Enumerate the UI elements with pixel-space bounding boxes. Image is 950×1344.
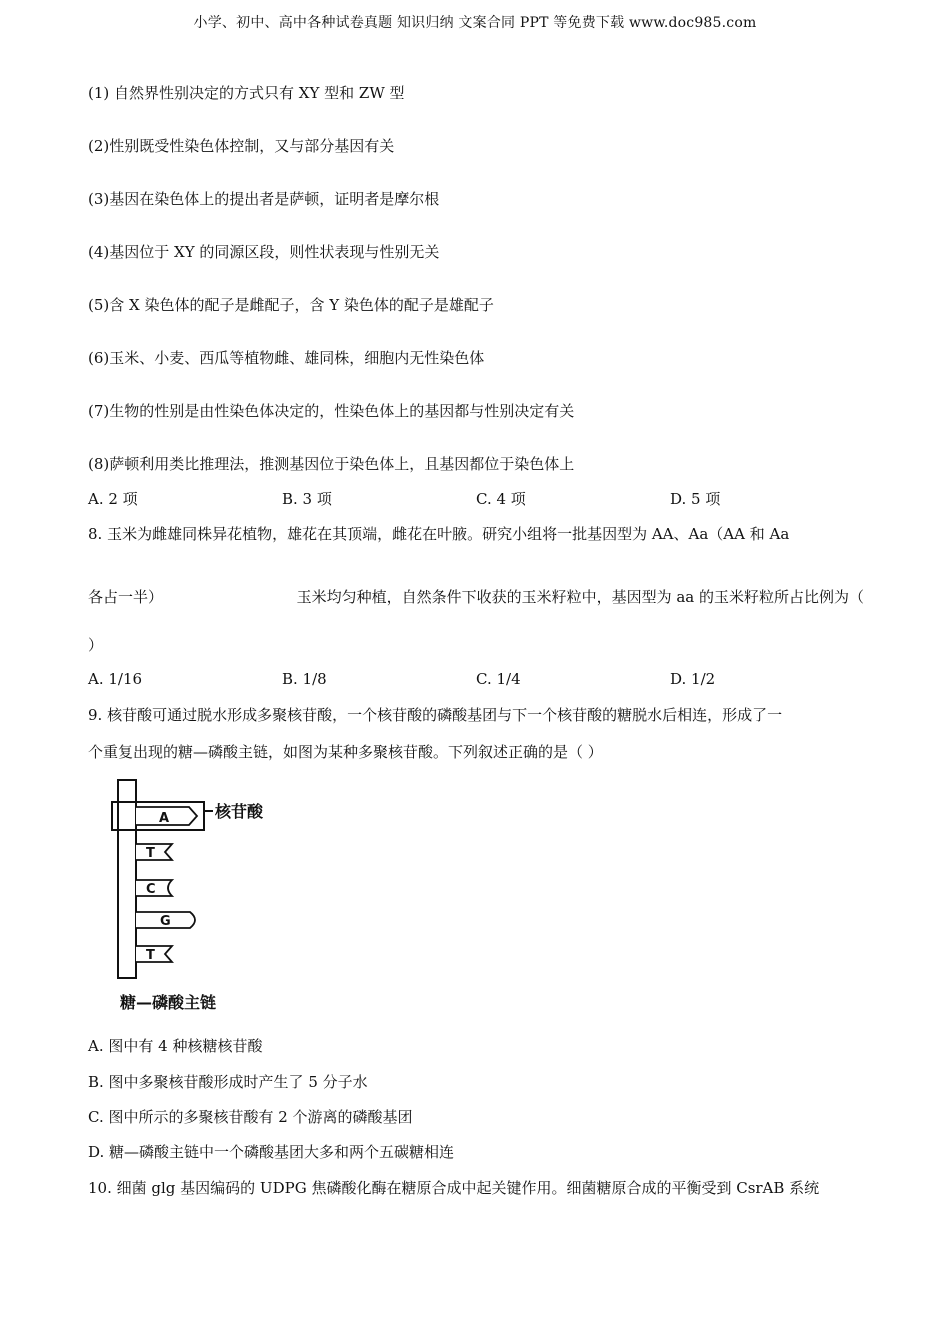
q10-stem-line1: 10. 细菌 glg 基因编码的 UDPG 焦磷酸化酶在糖原合成中起关键作用。细菌糖原合成的平衡受到 CsrAB 系统 bbox=[88, 1179, 820, 1197]
polynucleotide-diagram bbox=[100, 776, 300, 1016]
q8-option-b: B. 1/8 bbox=[282, 670, 327, 688]
q9-option-c: C. 图中所示的多聚核苷酸有 2 个游离的磷酸基团 bbox=[88, 1108, 413, 1126]
base-label-a: A bbox=[159, 811, 170, 826]
statement-8: (8)萨顿利用类比推理法，推测基因位于染色体上，且基因都位于染色体上 bbox=[88, 455, 575, 473]
base-label-t2: T bbox=[146, 948, 155, 963]
q8-option-d: D. 1/2 bbox=[670, 670, 716, 688]
statement-5: (5)含 X 染色体的配子是雌配子，含 Y 染色体的配子是雄配子 bbox=[88, 296, 494, 314]
q9-option-b: B. 图中多聚核苷酸形成时产生了 5 分子水 bbox=[88, 1073, 368, 1091]
site-header: 小学、初中、高中各种试卷真题 知识归纳 文案合同 PPT 等免费下载 www.doc985.com bbox=[193, 15, 757, 31]
q9-stem-line1: 9. 核苷酸可通过脱水形成多聚核苷酸，一个核苷酸的磷酸基团与下一个核苷酸的糖脱水后相连，形成了一 bbox=[88, 706, 783, 724]
statement-4: (4)基因位于 XY 的同源区段，则性状表现与性别无关 bbox=[88, 243, 440, 261]
q9-stem-line2: 个重复出现的糖—磷酸主链，如图为某种多聚核苷酸。下列叙述正确的是（ ） bbox=[88, 743, 603, 761]
q8-option-c: C. 1/4 bbox=[476, 670, 521, 688]
statement-6: (6)玉米、小麦、西瓜等植物雌、雄同株，细胞内无性染色体 bbox=[88, 349, 485, 367]
statement-1: (1) 自然界性别决定的方式只有 XY 型和 ZW 型 bbox=[88, 84, 405, 102]
q9-option-a: A. 图中有 4 种核糖核苷酸 bbox=[88, 1037, 263, 1055]
q7-option-b: B. 3 项 bbox=[282, 490, 332, 508]
q9-option-d: D. 糖—磷酸主链中一个磷酸基团大多和两个五碳糖相连 bbox=[88, 1143, 455, 1161]
q8-stem-line2-part2: 玉米均匀种植，自然条件下收获的玉米籽粒中，基因型为 aa 的玉米籽粒所占比例为（ bbox=[296, 588, 864, 606]
sugar-phosphate-backbone bbox=[118, 780, 136, 978]
base-label-t1: T bbox=[146, 846, 155, 861]
q8-stem-line2-part1: 各占一半） bbox=[88, 588, 164, 606]
nucleotide-label: 核苷酸 bbox=[215, 802, 264, 821]
q8-stem-line2 bbox=[88, 586, 864, 607]
q8-stem-line1: 8. 玉米为雌雄同株异花植物，雄花在其顶端，雌花在叶腋。研究小组将一批基因型为 AA、Aa（AA 和 Aa bbox=[88, 525, 790, 543]
statement-3: (3)基因在染色体上的提出者是萨顿，证明者是摩尔根 bbox=[88, 190, 440, 208]
q7-option-c: C. 4 项 bbox=[476, 490, 526, 508]
statement-7: (7)生物的性别是由性染色体决定的，性染色体上的基因都与性别决定有关 bbox=[88, 402, 575, 420]
backbone-label: 糖—磷酸主链 bbox=[120, 993, 217, 1012]
base-label-g: G bbox=[160, 914, 171, 929]
base-label-c: C bbox=[146, 882, 156, 897]
q7-option-a: A. 2 项 bbox=[88, 490, 138, 508]
q8-stem-line3: ） bbox=[88, 636, 104, 654]
statement-2: (2)性别既受性染色体控制，又与部分基因有关 bbox=[88, 137, 395, 155]
q7-option-d: D. 5 项 bbox=[670, 490, 721, 508]
q8-option-a: A. 1/16 bbox=[88, 670, 143, 688]
